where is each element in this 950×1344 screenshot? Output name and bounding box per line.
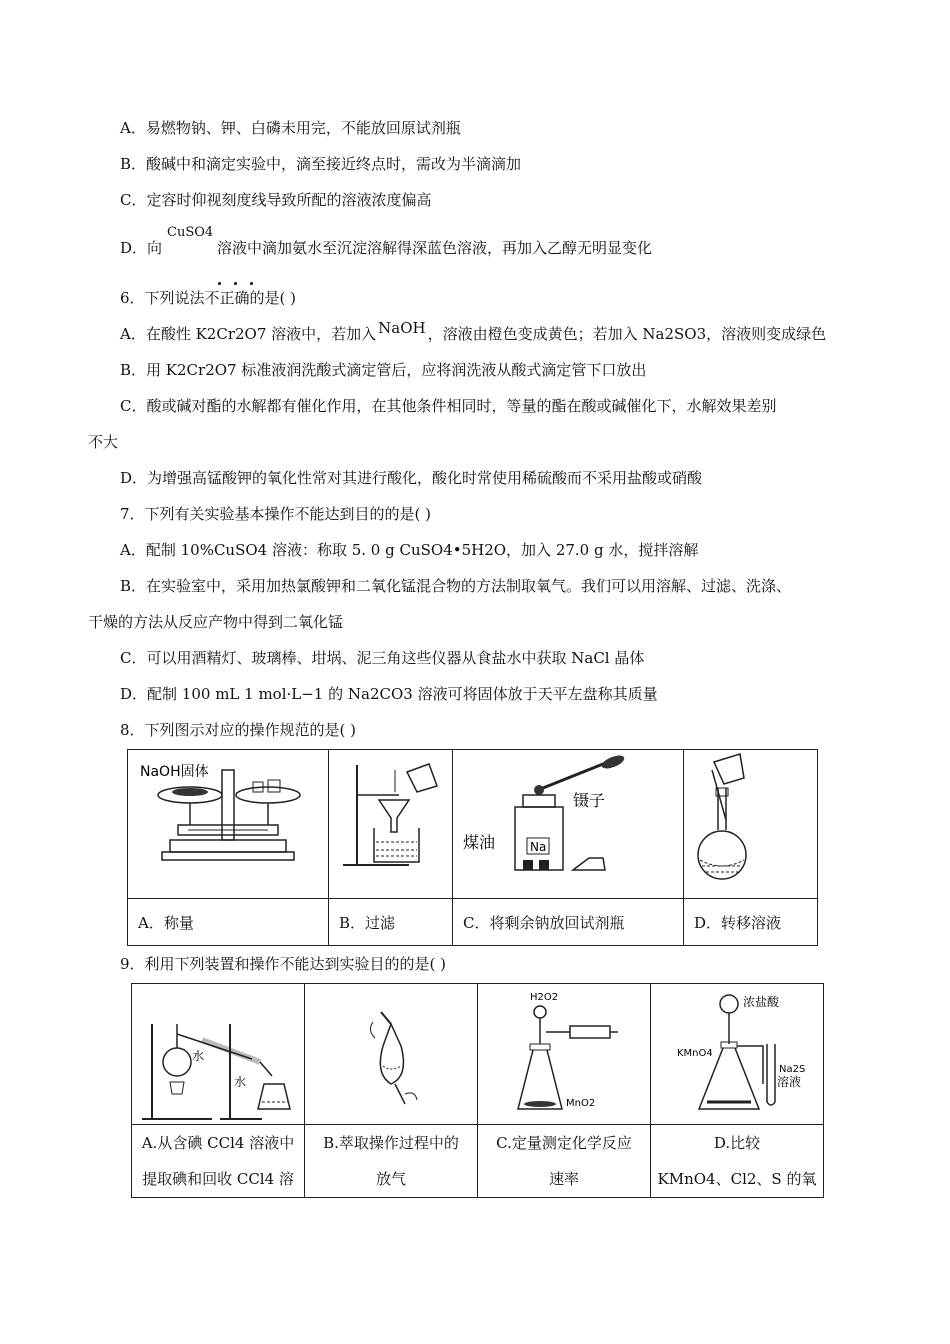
q9-caption-c — [478, 1125, 651, 1198]
q9-caption-c-line2: 速率 — [548, 1170, 579, 1188]
filtration-illustration — [329, 750, 452, 898]
q9-caption-b — [305, 1125, 478, 1198]
q9-stem: 9．利用下列装置和操作不能达到实验目的的是( ) — [120, 955, 447, 973]
tweezers-label: 镊子 — [573, 791, 606, 810]
q8-figure-table — [127, 749, 818, 946]
solution-label: 溶液 — [777, 1075, 802, 1089]
q5-option-c: C．定容时仰视刻度线导致所配的溶液浓度偏高 — [120, 191, 432, 209]
q6-option-b: B．用 K2Cr2O7 标准液润洗酸式滴定管后，应将润洗液从酸式滴定管下口放出 — [120, 361, 647, 379]
q8-caption-c: C．将剩余钠放回试剂瓶 — [453, 899, 684, 946]
sodium-bottle-illustration — [453, 750, 683, 898]
q9-caption-d-line1: D.比较 — [713, 1134, 761, 1152]
q9-figure-c — [478, 984, 651, 1125]
q8-figure-a — [128, 750, 329, 899]
q9-caption-a-line1: A.从含碘 CCl4 溶液中 — [141, 1134, 295, 1152]
q8-caption-d: D．转移溶液 — [684, 899, 818, 946]
q9-figure-b — [305, 984, 478, 1125]
separatory-funnel-illustration — [305, 984, 477, 1124]
q6-option-c-line1: C．酸或碱对酯的水解都有催化作用，在其他条件相同时，等量的酯在酸或碱催化下，水解效果差别 — [120, 397, 777, 415]
q8-caption-a: A．称量 — [128, 899, 329, 946]
q5-option-d-suffix: 溶液中滴加氨水至沉淀溶解得深蓝色溶液，再加入乙醇无明显变化 — [217, 239, 653, 257]
q8-figure-d — [684, 750, 818, 899]
q5-option-a: A．易燃物钠、钾、白磷未用完，不能放回原试剂瓶 — [120, 119, 461, 137]
q7-option-b-line1: B．在实验室中，采用加热氯酸钾和二氧化锰混合物的方法制取氧气。我们可以用溶解、过滤、洗涤、 — [120, 577, 792, 595]
q9-caption-b-line1: B.萃取操作过程中的 — [323, 1134, 459, 1152]
q8-stem: 8．下列图示对应的操作规范的是( ) — [120, 721, 357, 739]
kerosene-label: 煤油 — [463, 833, 496, 852]
water-out-label: 水 — [234, 1075, 247, 1089]
q7-stem: 7．下列有关实验基本操作不能达到目的的是( ) — [120, 505, 432, 523]
q8-figure-c — [453, 750, 684, 899]
q9-caption-a-line2: 提取碘和回收 CCl4 溶 — [142, 1170, 294, 1188]
mno2-label: MnO2 — [566, 1098, 596, 1109]
balance-illustration — [128, 750, 328, 898]
q9-caption-c-line1: C.定量测定化学反应 — [496, 1134, 632, 1152]
reaction-rate-illustration — [478, 984, 650, 1124]
na2s-label: Na2S — [779, 1064, 806, 1075]
hcl-label: 浓盐酸 — [743, 995, 780, 1009]
q9-figure-a — [132, 984, 305, 1125]
q9-caption-d — [651, 1125, 824, 1198]
q5-option-d-prefix: D．向 — [120, 239, 163, 257]
volumetric-flask-illustration — [684, 750, 817, 898]
q9-caption-b-line2: 放气 — [375, 1170, 406, 1188]
naoh-label: NaOH固体 — [140, 764, 209, 780]
q7-option-b-line2: 干燥的方法从反应产物中得到二氧化锰 — [88, 613, 344, 631]
q8-caption-b: B．过滤 — [329, 899, 453, 946]
h2o2-label: H2O2 — [530, 992, 559, 1003]
q7-option-d: D．配制 100 mL 1 mol·L−1 的 Na2CO3 溶液可将固体放于天平左盘称其质量 — [120, 685, 658, 703]
q9-figure-d — [651, 984, 824, 1125]
q6-option-a — [120, 319, 827, 344]
q6-option-a-part2: ，溶液由橙色变成黄色；若加入 Na2SO3，溶液则变成绿色 — [427, 325, 827, 343]
q8-figure-b — [329, 750, 453, 899]
na-label: Na — [530, 840, 547, 854]
q7-option-a: A．配制 10%CuSO4 溶液：称取 5. 0 g CuSO4•5H2O，加入 27.0 g 水，搅拌溶解 — [120, 541, 699, 559]
q6-option-d: D．为增强高锰酸钾的氧化性常对其进行酸化，酸化时常使用稀硫酸而不采用盐酸或硝酸 — [120, 469, 703, 487]
q9-figure-table — [131, 983, 824, 1198]
q6-stem: 6．下列说法不正确的是( ) — [120, 289, 297, 307]
distillation-illustration — [132, 984, 304, 1124]
q9-caption-a — [132, 1125, 305, 1198]
q6-option-c-line2: 不大 — [88, 433, 119, 451]
q7-option-c: C．可以用酒精灯、玻璃棒、坩埚、泥三角这些仪器从食盐水中获取 NaCl 晶体 — [120, 649, 645, 667]
q6-option-a-naoh: NaOH — [378, 319, 426, 337]
oxidation-comparison-illustration — [651, 984, 823, 1124]
q5-option-d-formula: CuSO4 — [167, 225, 214, 240]
q5-option-b: B．酸碱中和滴定实验中，滴至接近终点时，需改为半滴滴加 — [120, 155, 522, 173]
kmno4-label: KMnO4 — [677, 1048, 713, 1059]
water-in-label: 水 — [192, 1049, 205, 1063]
q9-caption-d-line2: KMnO4、Cl2、S 的氧 — [657, 1170, 817, 1188]
q6-option-a-part1: A．在酸性 K2Cr2O7 溶液中，若加入 — [120, 325, 377, 343]
